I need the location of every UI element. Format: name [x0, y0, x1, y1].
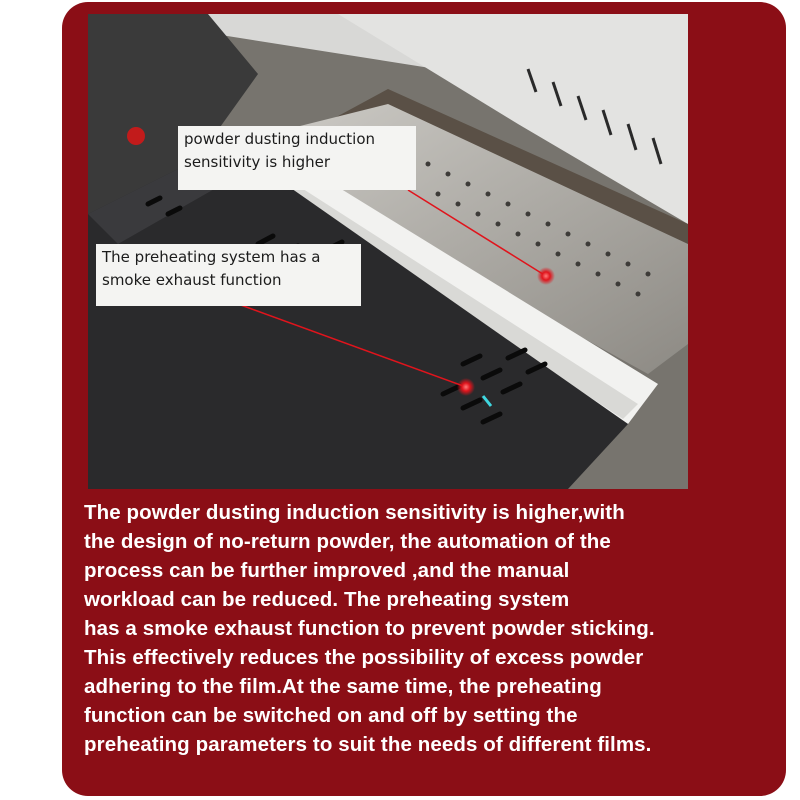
description-line: workload can be reduced. The preheating system — [84, 588, 570, 611]
callout-line: sensitivity is higher — [184, 153, 331, 171]
product-card — [62, 2, 786, 796]
description-line: has a smoke exhaust function to prevent powder sticking. — [84, 617, 655, 640]
callout-line: The preheating system has a — [102, 248, 321, 266]
description-line: This effectively reduces the possibility of excess powder — [84, 646, 644, 669]
callout-1-marker — [537, 267, 555, 285]
description-line: preheating parameters to suit the needs of different films. — [84, 733, 652, 756]
description-line: adhering to the film.At the same time, the preheating — [84, 675, 602, 698]
callout-2-marker — [457, 378, 475, 396]
description-line: the design of no-return powder, the automation of the — [84, 530, 611, 553]
callout-preheating — [96, 244, 361, 306]
description-line: function can be switched on and off by setting the — [84, 704, 578, 727]
callout-line: smoke exhaust function — [102, 271, 282, 289]
emergency-stop-button — [127, 127, 145, 145]
description-line: The powder dusting induction sensitivity is higher,with — [84, 501, 625, 524]
description-line: process can be further improved ,and the manual — [84, 559, 570, 582]
callout-powder-dusting — [178, 126, 416, 190]
callout-line: powder dusting induction — [184, 130, 376, 148]
description-text — [84, 498, 774, 759]
